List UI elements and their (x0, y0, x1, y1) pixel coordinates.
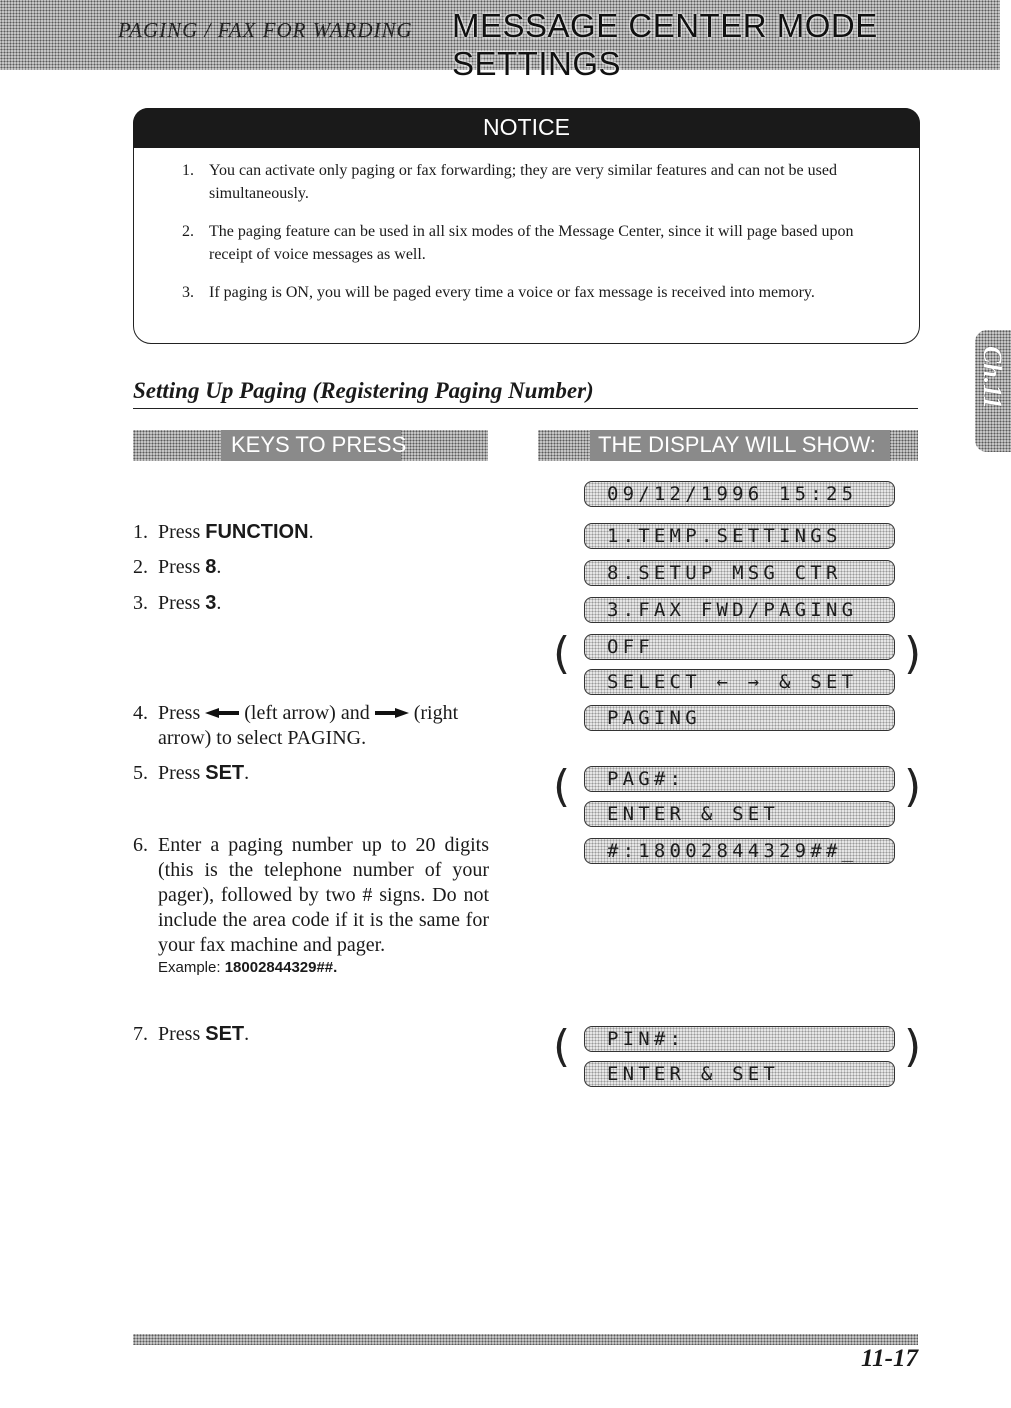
key-set: SET (205, 1023, 245, 1045)
alternating-left-bracket-icon: ( (553, 1021, 571, 1072)
left-arrow-icon (205, 707, 239, 719)
lcd-display (584, 705, 895, 731)
step-punct: . (244, 1023, 250, 1045)
lcd-display (584, 1061, 895, 1087)
step-text: Press (158, 521, 206, 543)
notice-item-text: The paging feature can be used in all six modes of the Message Center, since it will page based upon receipt of voice messages as well. (209, 223, 854, 263)
page-header (0, 0, 1000, 82)
lcd-display (584, 597, 895, 623)
lcd-display (584, 560, 895, 586)
lcd-text: ENTER & SET (607, 1063, 780, 1085)
step-text: Enter a paging number up to 20 digits (this is the telephone number of your pager), followed by two # signs. Do not include the area code if it is the same for your fax machine and pager. (158, 834, 489, 956)
key-3: 3 (205, 592, 217, 614)
footer-bar (133, 1334, 918, 1345)
display-header-label: THE DISPLAY WILL SHOW: (598, 432, 876, 457)
notice-item-number: 3. (182, 284, 194, 301)
step-1 (133, 520, 489, 545)
notice-item (182, 281, 872, 304)
alternating-left-bracket-icon: ( (553, 761, 571, 812)
step-text: (right arrow) to select PAGING. (158, 702, 459, 749)
notice-item-number: 1. (182, 162, 194, 179)
key-set: SET (205, 762, 245, 784)
step-3 (133, 591, 489, 616)
display-header-bar (538, 430, 918, 461)
lcd-text: PAG#: (607, 768, 686, 790)
chapter-tab (975, 330, 1011, 452)
example-label: Example: (158, 959, 225, 976)
alternating-right-bracket-icon: ) (904, 761, 922, 812)
step-2 (133, 555, 489, 580)
step-number: 4. (133, 702, 148, 724)
keys-header-bar (133, 430, 488, 461)
step-punct: . (244, 762, 250, 784)
lcd-display (584, 669, 895, 695)
alternating-right-bracket-icon: ) (904, 1021, 922, 1072)
example-value: 18002844329##. (224, 959, 338, 976)
step-text: Press (158, 1023, 206, 1045)
section-heading: Setting Up Paging (Registering Paging Number) (133, 378, 918, 409)
lcd-text: 3.FAX FWD/PAGING (607, 599, 858, 621)
lcd-text: PIN#: (607, 1028, 686, 1050)
keys-header-label: KEYS TO PRESS (231, 432, 407, 457)
step-punct: . (216, 592, 222, 614)
lcd-display (584, 481, 895, 507)
chapter-tab-label: Ch.11 (978, 346, 1007, 409)
step-punct: . (216, 556, 222, 578)
notice-item-number: 2. (182, 223, 194, 240)
lcd-text: ENTER & SET (607, 803, 780, 825)
lcd-display (584, 766, 895, 792)
notice-box (133, 108, 920, 344)
step-text: Press (158, 592, 206, 614)
lcd-display (584, 801, 895, 827)
alternating-left-bracket-icon: ( (553, 628, 571, 679)
notice-item (182, 220, 872, 266)
lcd-display (584, 634, 895, 660)
lcd-text: 1.TEMP.SETTINGS (607, 525, 842, 547)
step-5 (133, 761, 489, 786)
step-number: 5. (133, 762, 148, 784)
lcd-text: 8.SETUP MSG CTR (607, 562, 842, 584)
step-number: 6. (133, 834, 148, 856)
key-function: FUNCTION (205, 521, 309, 543)
lcd-text: SELECT ← → & SET (607, 671, 858, 693)
lcd-text: #:18002844329##_ (607, 840, 858, 862)
lcd-text: OFF (607, 636, 654, 658)
step-6 (133, 833, 489, 977)
step-text: Press (158, 556, 206, 578)
lcd-display (584, 838, 895, 864)
lcd-text: 09/12/1996 15:25 (607, 483, 858, 505)
header-subtitle: PAGING / FAX FOR WARDING (118, 18, 413, 42)
right-arrow-icon (375, 707, 409, 719)
step-number: 3. (133, 592, 148, 614)
step-number: 2. (133, 556, 148, 578)
step-text: Press (158, 702, 206, 724)
notice-title: NOTICE (483, 114, 570, 140)
lcd-display (584, 1026, 895, 1052)
notice-item-text: You can activate only paging or fax forwarding; they are very similar features and can not be used simultaneously. (209, 162, 837, 202)
notice-title-bar (133, 108, 920, 148)
key-8: 8 (205, 556, 217, 578)
step-text: (left arrow) and (239, 702, 375, 724)
step-text: Press (158, 762, 206, 784)
page-number: 11-17 (861, 1345, 918, 1372)
example-line (158, 958, 489, 977)
header-title: MESSAGE CENTER MODE SETTINGS (452, 7, 878, 82)
notice-item (182, 159, 872, 205)
lcd-display (584, 523, 895, 549)
step-4 (133, 701, 489, 751)
lcd-text: PAGING (607, 707, 701, 729)
step-number: 1. (133, 521, 148, 543)
notice-item-text: If paging is ON, you will be paged every time a voice or fax message is received into memory. (209, 284, 815, 301)
step-number: 7. (133, 1023, 148, 1045)
notice-list (182, 159, 872, 319)
step-7 (133, 1022, 489, 1047)
step-punct: . (308, 521, 314, 543)
alternating-right-bracket-icon: ) (904, 628, 922, 679)
